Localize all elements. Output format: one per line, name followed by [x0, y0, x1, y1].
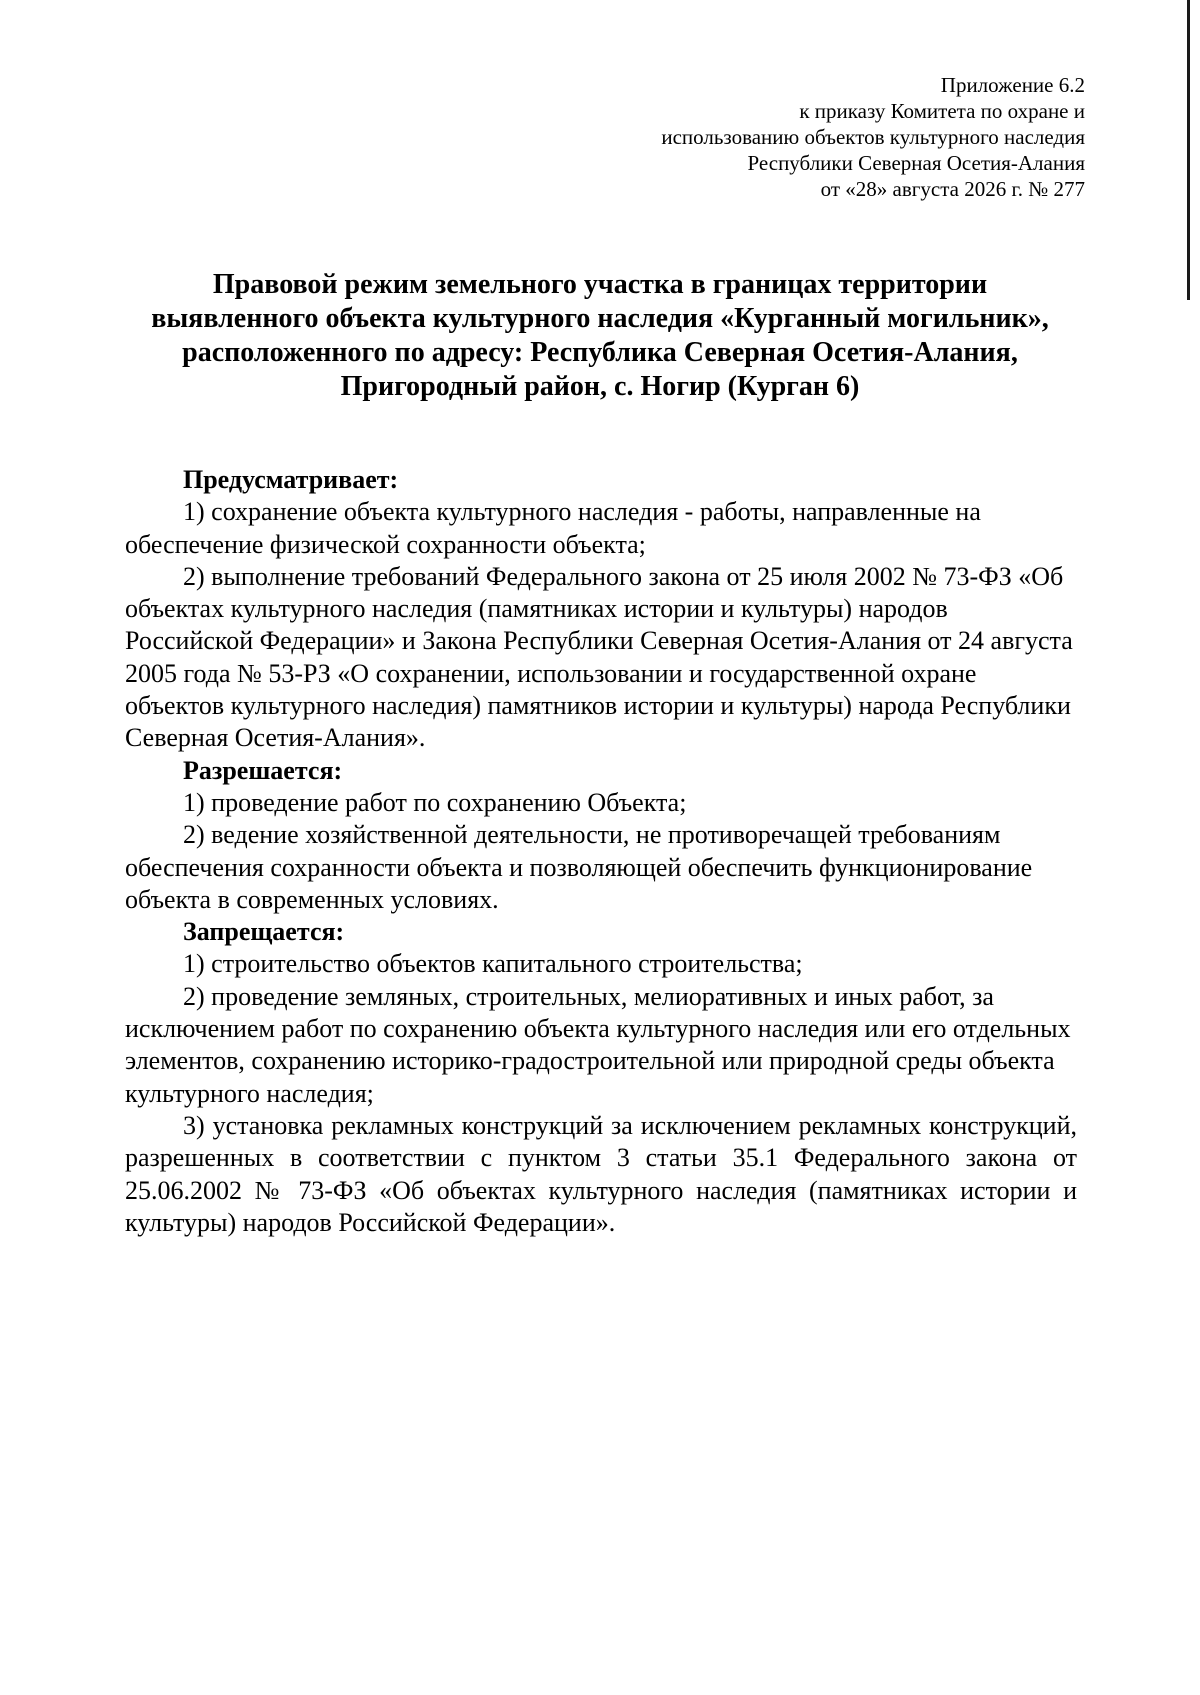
prohibited-item: 2) проведение земляных, строительных, мелиоративных и иных работ, за исключением работ по сохранению объекта культурного наследия или его отдельных элементов, сохранению историко-градостроительной или природной среды объекта культурного наследия;	[125, 981, 1071, 1108]
appendix-line: использованию объектов культурного наследия	[661, 125, 1085, 149]
scan-edge-mark	[1187, 0, 1190, 300]
title-line: Пригородный район, с. Ногир (Курган 6)	[340, 371, 860, 402]
title-line: Правовой режим земельного участка в границах территории	[212, 269, 988, 300]
prohibited-item: 1) строительство объектов капитального строительства;	[183, 949, 803, 979]
allowed-item: 1) проведение работ по сохранению Объекта;	[183, 787, 687, 817]
document-body	[125, 464, 1077, 1239]
provides-item: 2) выполнение требований Федерального закона от 25 июля 2002 № 73-ФЗ «Об объектах культурного наследия (памятниках истории и культуры) народов Российской Федерации» и Закона Республики Северная Осетия-Алания от 24 августа 2005 года № 53-РЗ «О сохранении, использовании и государственной охране объектов культурного наследия) памятников истории и культуры) народа Республики Северная Осетия-Алания».	[125, 561, 1073, 753]
allowed-item: 2) ведение хозяйственной деятельности, не противоречащей требованиям обеспечения сохранности объекта и позволяющей обеспечить функционирование объекта в современных условиях.	[125, 820, 1033, 914]
title-line: выявленного объекта культурного наследия «Курганный могильник»,	[151, 303, 1049, 334]
allowed-heading: Разрешается:	[183, 755, 343, 785]
appendix-line: от «28» августа 2026 г. № 277	[820, 177, 1085, 201]
title-line: расположенного по адресу: Республика Северная Осетия-Алания,	[182, 337, 1018, 368]
appendix-line: к приказу Комитета по охране и	[799, 99, 1085, 123]
prohibited-item: 3) установка рекламных конструкций за исключением рекламных конструкций, разрешенных в соответствии с пунктом 3 статьи 35.1 Федерального закона от 25.06.2002 № 73-ФЗ «Об объектах культурного наследия (памятниках истории и культуры) народов Российской Федерации».	[125, 1110, 1077, 1237]
appendix-line: Приложение 6.2	[940, 73, 1085, 97]
appendix-header	[565, 72, 1085, 202]
document-title	[100, 268, 1100, 404]
appendix-line: Республики Северная Осетия-Алания	[747, 151, 1085, 175]
prohibited-heading: Запрещается:	[183, 917, 345, 947]
provides-item: 1) сохранение объекта культурного наследия - работы, направленные на обеспечение физической сохранности объекта;	[125, 497, 981, 559]
provides-heading: Предусматривает:	[183, 465, 399, 494]
